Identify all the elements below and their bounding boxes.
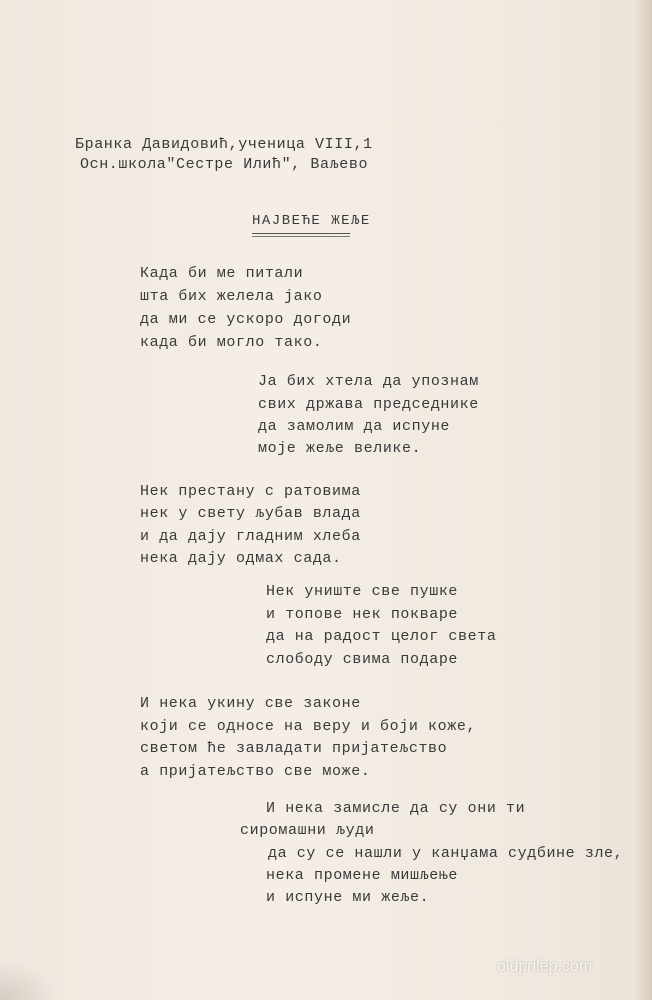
stanza-2-line-3: да замолим да испуне <box>258 418 451 435</box>
stanza-6-line-4: нека промене мишљење <box>266 867 459 884</box>
stanza-2-line-4: моје жеље велике. <box>258 440 422 457</box>
stanza-3-line-2: нек у свету љубав влада <box>140 505 361 522</box>
stanza-1-line-4: када би могло тако. <box>140 334 323 351</box>
stanza-1-line-2: шта бих желела јако <box>140 288 323 305</box>
stanza-3-line-4: нека дају одмах сада. <box>140 550 342 567</box>
paper-edge-stain <box>634 0 652 1000</box>
stanza-3-line-3: и да дају гладним хлеба <box>140 528 361 545</box>
stanza-6-line-5: и испуне ми жеље. <box>266 889 430 906</box>
stanza-3-line-1: Нек престану с ратовима <box>140 483 361 500</box>
stanza-4-line-1: Нек униште све пушке <box>266 583 459 600</box>
poem-title: НАЈВЕЋЕ ЖЕЉЕ <box>252 213 371 229</box>
stanza-1-line-3: да ми се ускоро догоди <box>140 311 352 328</box>
title-underline <box>252 233 350 237</box>
watermark: oldprilep.com <box>497 958 593 975</box>
stanza-6-line-3: да су се нашли у канџама судбине зле, <box>268 845 624 862</box>
stanza-4-line-4: слободу свима подаре <box>266 651 459 668</box>
stanza-2-line-2: свих држава председнике <box>258 396 479 413</box>
stanza-1-line-1: Када би ме питали <box>140 265 304 282</box>
stanza-4-line-2: и топове нек покваре <box>266 606 459 623</box>
author-line: Бранка Давидовић,ученица VIII,1 <box>75 136 373 153</box>
stanza-2-line-1: Ја бих хтела да упознам <box>258 373 479 390</box>
stanza-5-line-1: И нека укину све законе <box>140 695 361 712</box>
paper-corner-stain <box>0 960 60 1000</box>
stanza-5-line-4: а пријатељство све може. <box>140 763 371 780</box>
stanza-6-line-2: сиромашни људи <box>240 822 375 839</box>
stanza-5-line-3: светом ће завладати пријатељство <box>140 740 448 757</box>
stanza-6-line-1: И нека замисле да су они ти <box>266 800 526 817</box>
stanza-4-line-3: да на радост целог света <box>266 628 497 645</box>
school-line: Осн.школа"Сестре Илић", Ваљево <box>80 156 369 173</box>
stanza-5-line-2: који се односе на веру и боји коже, <box>140 718 477 735</box>
